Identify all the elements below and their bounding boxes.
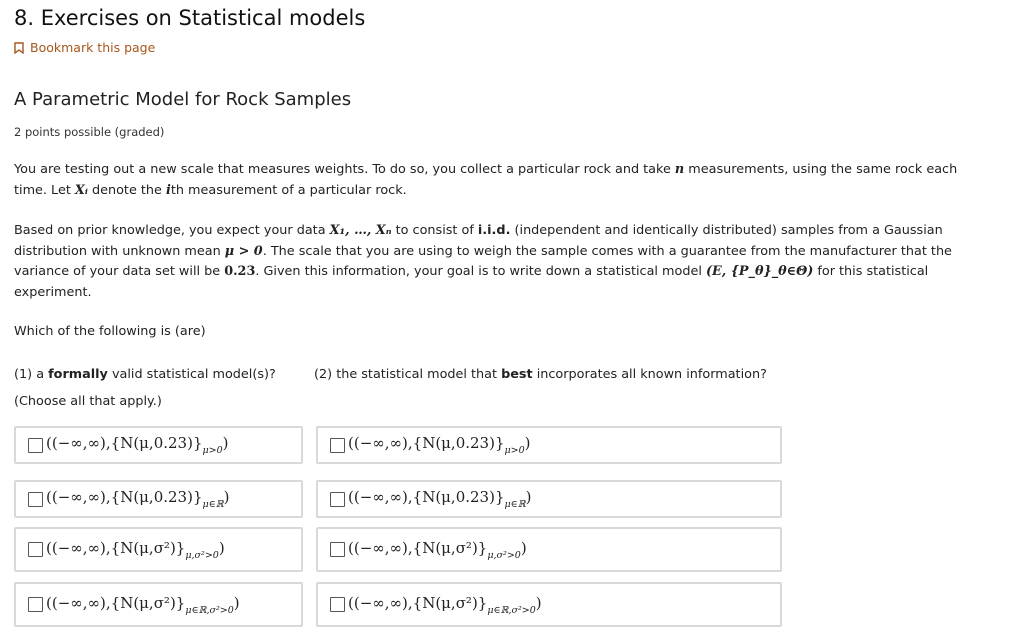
- formula-subscript: μ∈ℝ,σ²>0: [185, 604, 234, 616]
- option-formula: [46, 434, 229, 456]
- option-formula: [46, 539, 225, 561]
- text-bold: best: [501, 367, 533, 382]
- math-xi: Xᵢ: [74, 182, 88, 198]
- formula-subscript: μ>0: [504, 445, 525, 456]
- checkbox[interactable]: [330, 542, 345, 557]
- formula-main: ((−∞,∞),{N(μ,0.23)}: [348, 434, 505, 452]
- q2-option-4[interactable]: [316, 582, 782, 627]
- math-x: X₁, …, Xₙ: [329, 223, 392, 238]
- math-i: i: [165, 182, 171, 198]
- formula-end: ): [524, 434, 531, 452]
- formula-main: ((−∞,∞),{N(μ,σ²)}: [46, 538, 186, 557]
- formula-end: ): [233, 593, 240, 612]
- text: measurements, using the same rock each time. Let: [14, 162, 958, 198]
- formula-subscript: μ∈ℝ,σ²>0: [487, 604, 536, 616]
- formula-subscript: μ∈ℝ: [202, 499, 224, 510]
- formula-main: ((−∞,∞),{N(μ,0.23)}: [46, 488, 203, 506]
- q1-option-4[interactable]: [14, 582, 303, 627]
- text: th measurement of a particular rock.: [170, 182, 407, 198]
- formula-main: ((−∞,∞),{N(μ,σ²)}: [348, 538, 488, 557]
- formula-end: ): [218, 538, 225, 557]
- checkbox[interactable]: [28, 542, 43, 557]
- paragraph-1: [14, 160, 974, 201]
- q1-option-2[interactable]: [14, 480, 303, 518]
- text: denote the: [87, 182, 166, 198]
- formula-end: ): [535, 593, 542, 612]
- text: (independent and identically distributed) samples from a Gaussian distribution with unknown mean: [14, 223, 943, 259]
- option-formula: [46, 488, 229, 510]
- text: incorporates all known information?: [532, 367, 767, 382]
- text: (1) a: [14, 367, 49, 382]
- problem-title: A Parametric Model for Rock Samples: [14, 89, 352, 110]
- checkbox[interactable]: [28, 438, 43, 453]
- points-label: 2 points possible (graded): [14, 125, 165, 139]
- text: valid statistical model(s)?: [107, 367, 276, 382]
- q1-option-3[interactable]: [14, 527, 303, 572]
- option-formula: [348, 434, 531, 456]
- text: (2) the statistical model that: [314, 367, 502, 382]
- option-formula: [348, 594, 542, 616]
- option-formula: [46, 594, 240, 616]
- text: to consist of: [391, 223, 478, 238]
- q2-option-3[interactable]: [316, 527, 782, 572]
- text-bold: formally: [48, 367, 108, 382]
- checkbox[interactable]: [330, 438, 345, 453]
- iid-bold: i.i.d.: [477, 223, 511, 238]
- choose-all-label: (Choose all that apply.): [14, 394, 162, 409]
- formula-subscript: μ,σ²>0: [487, 549, 521, 561]
- text: . The scale that you are using to weigh the sample comes with a guarantee from the manufacturer that the variance of your data set will be: [14, 243, 952, 279]
- q2-option-2[interactable]: [316, 480, 782, 518]
- checkbox[interactable]: [330, 492, 345, 507]
- text: for this statistical experiment.: [14, 264, 929, 300]
- formula-end: ): [520, 538, 527, 557]
- formula-end: ): [222, 434, 229, 452]
- math-mu: μ > 0: [224, 243, 263, 259]
- page-title: 8. Exercises on Statistical models: [14, 6, 366, 30]
- formula-end: ): [223, 488, 230, 506]
- formula-main: ((−∞,∞),{N(μ,σ²)}: [46, 593, 186, 612]
- checkbox[interactable]: [28, 492, 43, 507]
- question-2: [314, 365, 814, 386]
- math-model: (E, {P_θ}_θ∈Θ): [705, 264, 814, 279]
- which-label: Which of the following is (are): [14, 324, 206, 339]
- option-formula: [348, 539, 527, 561]
- bookmark-label: Bookmark this page: [30, 40, 156, 55]
- math-variance: 0.23: [224, 264, 256, 279]
- q1-option-1[interactable]: [14, 426, 303, 464]
- text: . Given this information, your goal is to write down a statistical model: [255, 264, 706, 279]
- formula-subscript: μ∈ℝ: [504, 499, 526, 510]
- formula-subscript: μ,σ²>0: [185, 549, 219, 561]
- formula-main: ((−∞,∞),{N(μ,0.23)}: [348, 488, 505, 506]
- math-n: n: [674, 162, 685, 177]
- text: Based on prior knowledge, you expect your data: [14, 223, 330, 238]
- paragraph-2: [14, 221, 974, 303]
- formula-main: ((−∞,∞),{N(μ,0.23)}: [46, 434, 203, 452]
- q2-option-1[interactable]: [316, 426, 782, 464]
- question-1: [14, 365, 304, 386]
- formula-end: ): [525, 488, 532, 506]
- checkbox[interactable]: [28, 597, 43, 612]
- formula-main: ((−∞,∞),{N(μ,σ²)}: [348, 593, 488, 612]
- bookmark-link[interactable]: [14, 40, 155, 55]
- bookmark-icon: [14, 42, 24, 54]
- formula-subscript: μ>0: [202, 445, 223, 456]
- option-formula: [348, 488, 531, 510]
- checkbox[interactable]: [330, 597, 345, 612]
- text: You are testing out a new scale that measures weights. To do so, you collect a particular rock and take: [14, 162, 675, 177]
